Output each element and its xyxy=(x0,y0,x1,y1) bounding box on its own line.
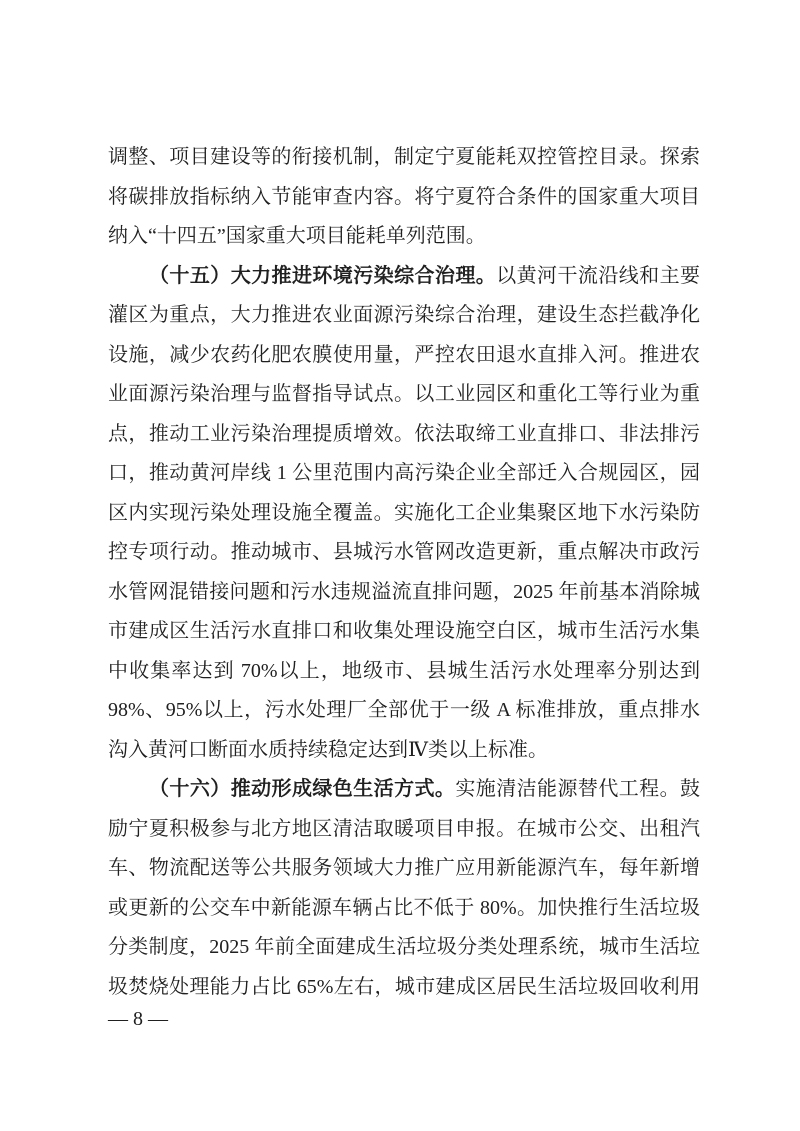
body-text: 中收集率达到 70%以上，地级市、县城生活污水处理率分别达到 xyxy=(108,659,700,682)
text-line xyxy=(108,691,700,731)
body-text: 口，推动黄河岸线 1 公里范围内高污染企业全部迁入合规园区，园 xyxy=(108,462,700,484)
text-line xyxy=(108,731,700,771)
body-text: 设施，减少农药化肥农膜使用量，严控农田退水直排入河。推进农 xyxy=(108,343,700,366)
body-text: 纳入“十四五”国家重大项目能耗单列范围。 xyxy=(108,225,486,247)
text-line xyxy=(108,494,700,534)
body-text: 励宁夏积极参与北方地区清洁取暖项目申报。在城市公交、出租汽 xyxy=(108,817,700,840)
text-line xyxy=(108,889,700,929)
body-text: 沟入黄河口断面水质持续稳定达到Ⅳ类以上标准。 xyxy=(108,738,548,761)
body-text: 或更新的公交车中新能源车辆占比不低于 80%。加快推行生活垃圾 xyxy=(108,896,700,919)
text-line xyxy=(108,336,700,376)
body-text: 点，推动工业污染治理提质增效。依法取缔工业直排口、非法排污 xyxy=(108,422,700,445)
text-line xyxy=(108,217,700,257)
body-text: 分类制度，2025 年前全面建成生活垃圾分类处理系统，城市生活垃 xyxy=(108,936,700,958)
body-text: 以黄河干流沿线和主要 xyxy=(496,264,700,287)
text-line xyxy=(108,612,700,652)
body-text: 调整、项目建设等的衔接机制，制定宁夏能耗双控管控目录。探索 xyxy=(108,146,700,168)
text-line xyxy=(108,533,700,573)
text-line xyxy=(108,652,700,692)
section-heading-text: （十六）推动形成绿色生活方式。 xyxy=(149,778,456,800)
text-line xyxy=(108,257,700,297)
body-text: 实施清洁能源替代工程。鼓 xyxy=(455,778,700,800)
body-text: 车、物流配送等公共服务领域大力推广应用新能源汽车，每年新增 xyxy=(108,857,700,879)
body-text: 98%、95%以上，污水处理厂全部优于一级 A 标准排放，重点排水 xyxy=(108,699,700,721)
body-text: 控专项行动。推动城市、县城污水管网改造更新，重点解决市政污 xyxy=(108,541,700,563)
body-text: 灌区为重点，大力推进农业面源污染综合治理，建设生态拦截净化 xyxy=(108,304,700,326)
text-line xyxy=(108,138,700,178)
text-line xyxy=(108,178,700,218)
text-line xyxy=(108,810,700,850)
text-line xyxy=(108,849,700,889)
text-line xyxy=(108,454,700,494)
body-text: 区内实现污染处理设施全覆盖。实施化工企业集聚区地下水污染防 xyxy=(108,501,700,524)
page-number: — 8 — xyxy=(108,1008,168,1030)
text-line xyxy=(108,296,700,336)
body-text: 将碳排放指标纳入节能审查内容。将宁夏符合条件的国家重大项目 xyxy=(108,185,700,208)
text-line xyxy=(108,375,700,415)
body-text: 水管网混错接问题和污水违规溢流直排问题，2025 年前基本消除城 xyxy=(108,580,700,603)
text-line xyxy=(108,415,700,455)
body-text: 市建成区生活污水直排口和收集处理设施空白区，城市生活污水集 xyxy=(108,620,700,642)
text-line xyxy=(108,770,700,810)
document-body xyxy=(108,138,700,1007)
text-line xyxy=(108,968,700,1008)
text-line xyxy=(108,928,700,968)
section-heading-text: （十五）大力推进环境污染综合治理。 xyxy=(149,264,497,287)
body-text: 圾焚烧处理能力占比 65%左右，城市建成区居民生活垃圾回收利用 xyxy=(108,975,700,998)
text-line xyxy=(108,573,700,613)
body-text: 业面源污染治理与监督指导试点。以工业园区和重化工等行业为重 xyxy=(108,383,700,405)
